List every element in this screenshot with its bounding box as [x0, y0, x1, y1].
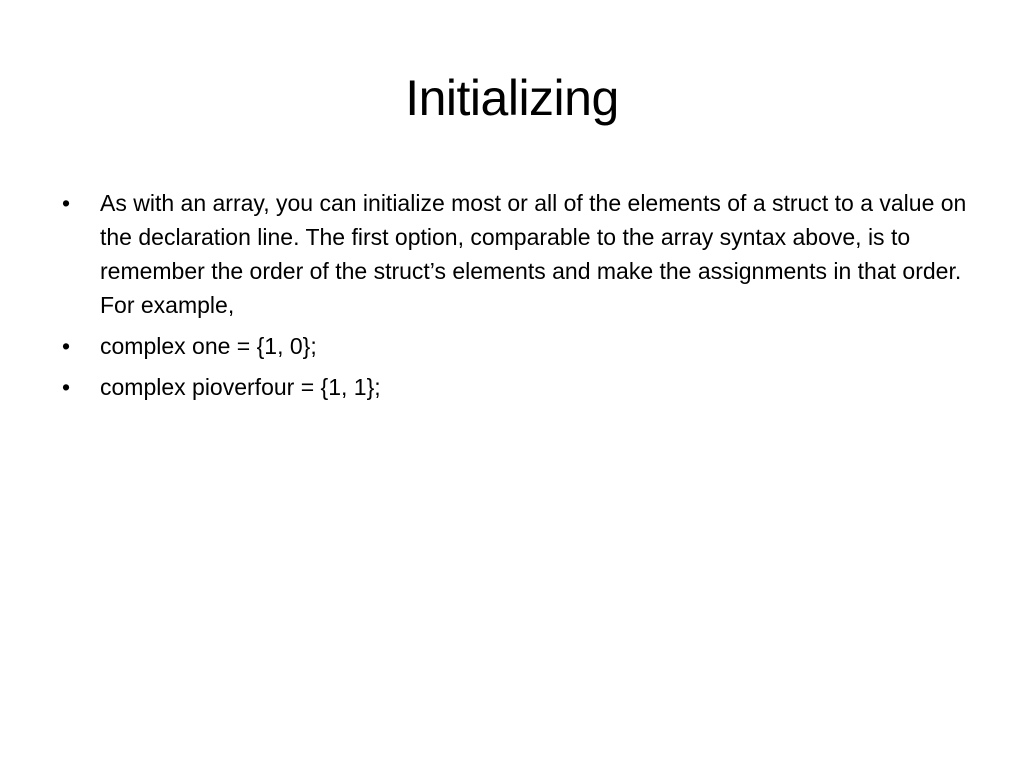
bullet-icon: • [62, 333, 71, 359]
bullet-text: complex one = {1, 0}; [100, 333, 317, 359]
bullet-item [62, 186, 972, 322]
bullet-text: As with an array, you can initialize most or all of the elements of a struct to a value on the declaration line. The first option, comparable to the array syntax above, is to remember the order of the struct’s elements and make the assignments in that order. For example, [100, 190, 967, 318]
bullet-item [62, 370, 972, 404]
bullet-text: complex pioverfour = {1, 1}; [100, 374, 381, 400]
slide-title: Initializing [405, 70, 619, 126]
bullet-list [62, 186, 972, 411]
bullet-item [62, 329, 972, 363]
bullet-icon: • [62, 374, 71, 400]
bullet-icon: • [62, 190, 71, 216]
